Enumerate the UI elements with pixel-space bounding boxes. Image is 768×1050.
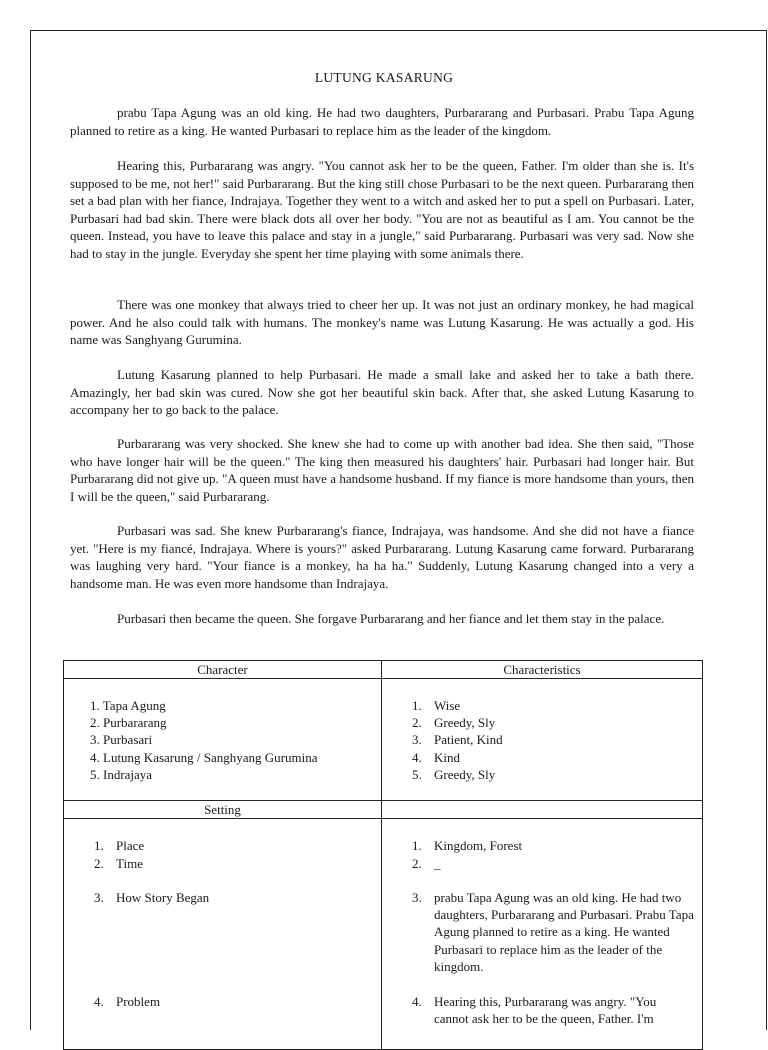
list-text: _: [434, 856, 441, 871]
list-item: 1. Tapa Agung: [90, 698, 166, 713]
character-list: [90, 697, 381, 783]
paragraph-7: [70, 610, 694, 628]
story-analysis-table: [63, 660, 703, 1050]
list-item: 3. Purbasari: [90, 732, 153, 748]
character-header: Character: [64, 661, 382, 679]
list-text: Kingdom, Forest: [434, 838, 523, 853]
paragraph-5-text: Purbararang was very shocked. She knew she had to come up with another bad idea. She then said, "Those who have longer hair will be the queen." The king then measured his daughters' hair. Purbasari had longer hair. But Purbararang did not give up. "A queen must have a handsome husband. If my fiance is more handsome than yours, then I will be the queen," said Purbararang.: [70, 436, 694, 504]
characteristics-list: [412, 697, 702, 783]
setting-left-cell: [64, 819, 382, 1050]
list-text: How Story Began: [116, 890, 210, 905]
paragraph-6: [70, 522, 694, 592]
list-number: 1.: [94, 838, 104, 853]
paragraph-3: [70, 296, 694, 349]
paragraph-1: [70, 104, 694, 139]
list-item: [412, 731, 702, 748]
list-text: Problem: [116, 994, 161, 1009]
setting-row: [412, 855, 694, 872]
setting-row: [94, 837, 376, 854]
setting-right-cell: [382, 819, 703, 1050]
list-number: 4.: [412, 994, 422, 1009]
list-text: prabu Tapa Agung was an old king. He had two daughters, Purbararang and Purbasari. Prabu Tapa Agung planned to retire as a king. He wanted Purbasari to replace him as the leader of the kingdom.: [434, 890, 694, 974]
list-text: Greedy, Sly: [434, 766, 496, 782]
list-number: 4.: [94, 994, 104, 1009]
list-number: 2.: [412, 856, 422, 871]
list-item: [412, 714, 702, 731]
setting-header: Setting: [64, 801, 382, 819]
list-item: [412, 697, 702, 714]
paragraph-5: [70, 435, 694, 505]
list-number: 5.: [412, 766, 422, 782]
setting-row: [412, 837, 694, 854]
list-text: Patient, Kind: [434, 732, 503, 748]
list-number: 1.: [412, 838, 422, 853]
paragraph-7-text: Purbasari then became the queen. She forgave Purbararang and her fiance and let them stay in the palace.: [117, 611, 665, 626]
characteristics-header: Characteristics: [382, 661, 703, 679]
character-list-cell: [64, 679, 382, 801]
paragraph-3-text: There was one monkey that always tried to cheer her up. It was not just an ordinary monkey, he had magical power. And he also could talk with humans. The monkey's name was Lutung Kasarung. He was actually a god. His name was Sanghyang Gurumina.: [70, 297, 694, 347]
list-text: Place: [116, 838, 145, 853]
list-text: Kind: [434, 749, 460, 765]
list-text: Time: [116, 856, 143, 871]
list-item: [412, 749, 702, 766]
paragraph-4-text: Lutung Kasarung planned to help Purbasari. He made a small lake and asked her to take a bath there. Amazingly, her bad skin was cured. Now she got her beautiful skin back. After that, she asked Lutung Kasarung to accompany her to go back to the palace.: [70, 367, 694, 417]
list-item: 4. Lutung Kasarung / Sanghyang Gurumina: [90, 749, 318, 765]
list-number: 2.: [412, 715, 422, 731]
setting-row: [412, 993, 694, 1027]
paragraph-2-text: Hearing this, Purbararang was angry. "You cannot ask her to be the queen, Father. I'm older than she is. It's supposed to be me, not her!" said Purbararang. But the king still chose Purbasari to be the next queen. Purbararang then set a bad plan with her fiance, Indrajaya. Together they went to a witch and asked her to put a spell on Purbasari. Later, Purbasari had bad skin. There were black dots all over her body. "You are not as beautiful as I am. You cannot be the queen. Instead, you have to leave this palace and stay in a jungle," said Purbararang. Purbasari was very sad. Now she had to stay in the jungle. Everyday she spent her time playing with some animals there.: [70, 158, 694, 261]
paragraph-6-text: Purbasari was sad. She knew Purbararang's fiance, Indrajaya, was handsome. And she did not have a fiance yet. "Here is my fiancé, Indrajaya. Where is yours?" asked Purbararang. Lutung Kasarung came forward. Purbararang was laughing very hard. "Your fiance is a monkey, ha ha ha." Suddenly, Lutung Kasarung changed into a very a handsome man. He was even more handsome than Indrajaya.: [70, 523, 694, 591]
setting-row: [412, 889, 694, 975]
list-number: 3.: [412, 732, 422, 748]
list-text: Hearing this, Purbararang was angry. "You cannot ask her to be the queen, Father. I'm: [434, 994, 657, 1027]
document-title: LUTUNG KASARUNG: [314, 70, 454, 85]
list-number: 2.: [94, 856, 104, 871]
paragraph-4: [70, 366, 694, 419]
paragraph-1-text: prabu Tapa Agung was an old king. He had two daughters, Purbararang and Purbasari. Prabu Tapa Agung planned to retire as a king. He wanted Purbasari to replace him as the leader of the kingdom.: [70, 105, 694, 138]
list-number: 3.: [94, 890, 104, 905]
list-item: [412, 766, 702, 783]
paragraph-2: [70, 157, 694, 262]
list-text: Wise: [434, 698, 461, 713]
list-item: 5. Indrajaya: [90, 766, 153, 782]
list-number: 1.: [412, 698, 422, 713]
list-number: 3.: [412, 890, 422, 905]
setting-row: [94, 889, 376, 906]
list-text: Greedy, Sly: [434, 715, 496, 731]
setting-row: [94, 855, 376, 872]
setting-header-blank: [382, 801, 703, 819]
setting-row: [94, 993, 376, 1010]
characteristics-list-cell: [382, 679, 703, 801]
list-item: 2. Purbararang: [90, 715, 167, 731]
list-number: 4.: [412, 749, 422, 765]
